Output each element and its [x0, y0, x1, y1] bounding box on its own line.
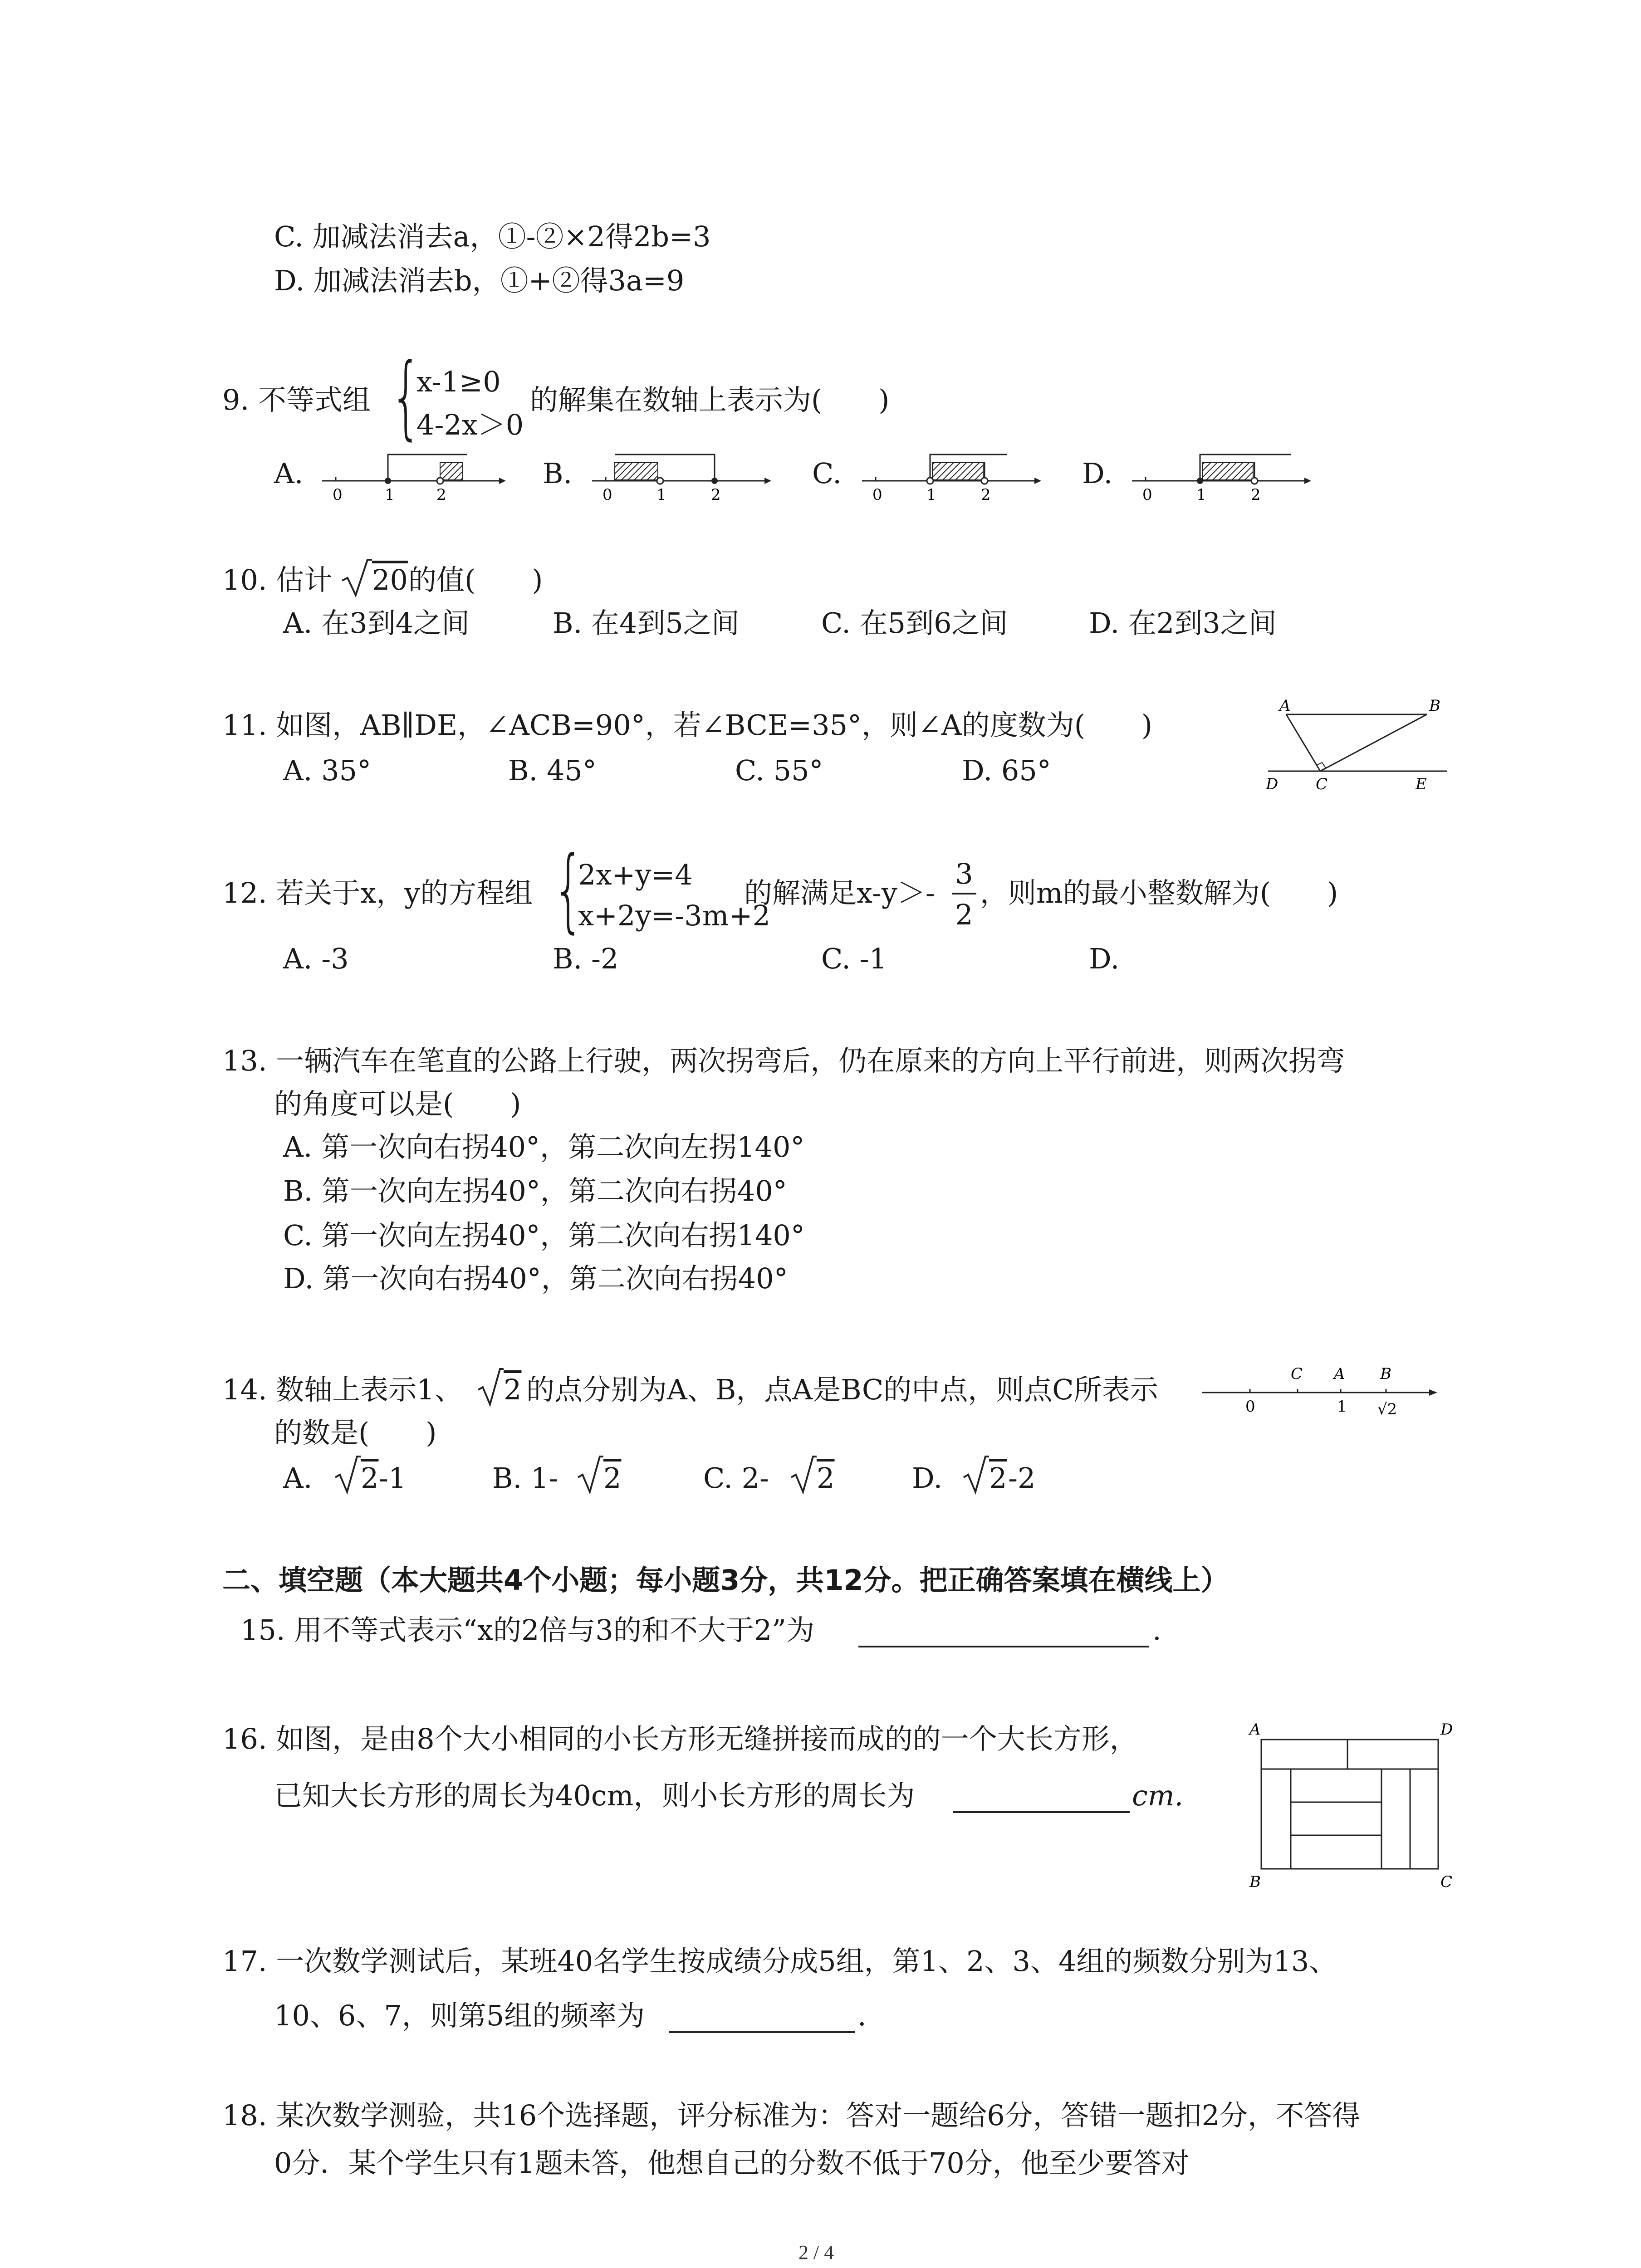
section-heading: 二、填空题（本大题共4个小题；每小题3分，共12分。把正确答案填在横线上）: [222, 1564, 1229, 1597]
q14-fig-tick-0: 0: [1245, 1398, 1255, 1416]
q12-option-c: C. -1: [821, 942, 887, 975]
q11-option-a: A. 35°: [283, 754, 372, 787]
q10-option-d: D. 在2到3之间: [1089, 606, 1277, 640]
q18-stem-line1: 18. 某次数学测验，共16个选择题，评分标准为：答对一题给6分，答错一题扣2分，不答得: [222, 2099, 1361, 2132]
q12-numerator: 3: [955, 857, 973, 890]
q10-option-b: B. 在4到5之间: [553, 606, 740, 640]
q12-suffix: ，则m的最小整数解为( ): [980, 876, 1338, 909]
q12-option-d: D.: [1089, 942, 1120, 975]
q16-label-b: B: [1249, 1873, 1261, 1891]
q9c-tick-2: 2: [981, 486, 991, 504]
q16-figure: [1243, 1719, 1456, 1892]
q14-option-b-radicand: 2: [603, 1461, 622, 1495]
q16-label-c: C: [1440, 1873, 1453, 1891]
q13-option-d: D. 第一次向右拐40°，第二次向右拐40°: [283, 1262, 788, 1295]
q13-stem-line1: 13. 一辆汽车在笔直的公路上行驶，两次拐弯后，仍在原来的方向上平行前进，则两次拐弯: [222, 1044, 1345, 1077]
q14-option-d-radicand: 2: [989, 1461, 1007, 1495]
q9b-tick-0: 0: [603, 486, 612, 504]
q14-option-d-rest: -2: [1008, 1461, 1036, 1495]
q11-stem: 11. 如图，AB∥DE，∠ACB=90°，若∠BCE=35°，则∠A的度数为( ): [222, 709, 1153, 742]
q10-stem-pre: 10. 估计: [222, 563, 333, 596]
q10-radicand: 20: [372, 563, 408, 596]
q9-numberline-c: [857, 449, 1048, 508]
q16-label-a: A: [1249, 1721, 1261, 1739]
q15-stem: 15. 用不等式表示“x的2倍与3的和不大于2”为: [240, 1613, 815, 1647]
q14-stem-line2: 的数是( ): [274, 1416, 437, 1449]
q9-line1: x-1≥0: [416, 365, 501, 398]
q14-sqrt-sign-stem: [476, 1366, 504, 1407]
q9c-tick-0: 0: [872, 486, 882, 504]
q16-answer-blank: [953, 1811, 1130, 1813]
q17-answer-blank: [669, 2031, 855, 2033]
q9a-tick-1: 1: [385, 486, 395, 504]
q14-option-a-label: A.: [283, 1461, 313, 1495]
q17-stem-line1: 17. 一次数学测试后，某班40名学生按成绩分成5组，第1、2、3、4组的频数分别为13、: [222, 1945, 1337, 1978]
q17-end: .: [857, 1999, 867, 2032]
q16-label-d: D: [1440, 1721, 1453, 1739]
q11-label-a: A: [1279, 697, 1291, 715]
q14-radicand-stem: 2: [504, 1373, 522, 1406]
q14-numberline-figure: [1198, 1361, 1443, 1433]
q14-option-b-sqrt: [576, 1454, 603, 1495]
q14-fig-label-a: A: [1334, 1365, 1345, 1383]
q18-stem-line2: 0分．某个学生只有1题未答，他想自己的分数不低于70分，他至少要答对: [274, 2146, 1190, 2180]
q12-denominator: 2: [955, 898, 973, 931]
q8-option-d: D. 加减法消去b，①+②得3a=9: [274, 264, 685, 297]
q12-fraction-bar: [952, 893, 976, 894]
q9d-tick-2: 2: [1251, 486, 1261, 504]
q9-prefix: 9. 不等式组: [222, 383, 371, 416]
q17-stem-line2: 10、6、7，则第5组的频率为: [274, 1999, 645, 2032]
q11-label-e: E: [1416, 775, 1427, 793]
q11-option-d: D. 65°: [962, 754, 1051, 787]
q9-numberline-b: [588, 449, 778, 508]
q9-label-d: D.: [1082, 457, 1113, 490]
q13-option-c: C. 第一次向左拐40°，第二次向右拐140°: [283, 1219, 805, 1252]
q15-answer-blank: [858, 1646, 1149, 1647]
q14-option-a-rest: -1: [379, 1461, 407, 1495]
q15-end: .: [1152, 1613, 1161, 1647]
q9b-tick-2: 2: [711, 486, 721, 504]
q11-option-c: C. 55°: [735, 754, 823, 787]
q14-fig-tick-1: 1: [1337, 1398, 1347, 1416]
q9a-tick-2: 2: [436, 486, 446, 504]
q12-brace: {: [553, 837, 584, 943]
q14-fig-label-c: C: [1291, 1365, 1303, 1383]
q9-line2: 4-2x＞0: [416, 408, 524, 441]
q14-option-c-sqrt: [789, 1454, 817, 1495]
q10-sqrt-sign: [340, 557, 372, 598]
q14-option-c-label: C. 2-: [703, 1461, 769, 1495]
q8-option-c: C. 加减法消去a，①-②×2得2b=3: [274, 220, 711, 253]
q10-option-c: C. 在5到6之间: [821, 606, 1008, 640]
q14-option-b-label: B. 1-: [492, 1461, 558, 1495]
q12-prefix: 12. 若关于x，y的方程组: [222, 876, 533, 909]
q9d-tick-1: 1: [1196, 486, 1206, 504]
q11-label-c: C: [1316, 775, 1328, 793]
q14-stem-post: 的点分别为A、B，点A是BC的中点，则点C所表示: [526, 1373, 1158, 1406]
q13-option-b: B. 第一次向左拐40°，第二次向右拐40°: [283, 1174, 787, 1207]
q14-option-d-label: D.: [912, 1461, 943, 1495]
q14-option-d-sqrt: [962, 1454, 989, 1495]
q14-option-a-radicand: 2: [361, 1461, 379, 1495]
q13-option-a: A. 第一次向右拐40°，第二次向左拐140°: [283, 1130, 805, 1163]
q11-figure: [1266, 692, 1456, 801]
q9c-tick-1: 1: [926, 486, 936, 504]
q10-option-a: A. 在3到4之间: [283, 606, 470, 640]
q11-label-b: B: [1429, 697, 1440, 715]
q9b-tick-1: 1: [656, 486, 666, 504]
q14-fig-tick-sqrt2: √2: [1377, 1400, 1397, 1418]
q9d-tick-0: 0: [1142, 486, 1152, 504]
q16-unit: cm.: [1132, 1779, 1184, 1812]
q14-option-a-sqrt: [333, 1454, 361, 1495]
q12-option-b: B. -2: [553, 942, 619, 975]
q9-numberline-d: [1127, 449, 1318, 508]
q9-label-a: A.: [274, 457, 304, 490]
q9-brace: {: [390, 344, 422, 450]
q9-label-c: C.: [812, 457, 842, 490]
q16-stem-line1: 16. 如图，是由8个大小相同的小长方形无缝拼接而成的的一个大长方形，: [222, 1722, 1138, 1755]
q13-stem-line2: 的角度可以是( ): [274, 1087, 521, 1120]
q9-suffix: 的解集在数轴上表示为( ): [530, 383, 890, 416]
q14-fig-label-b: B: [1380, 1365, 1391, 1383]
q9-numberline-a: [318, 449, 508, 508]
q11-label-d: D: [1266, 775, 1279, 793]
q9a-tick-0: 0: [333, 486, 343, 504]
q10-stem-post: 的值( ): [408, 563, 543, 596]
q12-line1: 2x+y=4: [578, 858, 693, 891]
q11-option-b: B. 45°: [508, 754, 597, 787]
q14-option-c-radicand: 2: [817, 1461, 835, 1495]
q9-label-b: B.: [543, 457, 573, 490]
q14-stem-pre: 14. 数轴上表示1、: [222, 1373, 463, 1406]
q16-stem-line2: 已知大长方形的周长为40cm，则小长方形的周长为: [274, 1779, 915, 1812]
q12-mid: 的解满足x-y＞-: [744, 876, 935, 909]
q12-line2: x+2y=-3m+2: [578, 899, 770, 932]
page-number: 2 / 4: [798, 2241, 834, 2263]
q12-option-a: A. -3: [283, 942, 349, 975]
